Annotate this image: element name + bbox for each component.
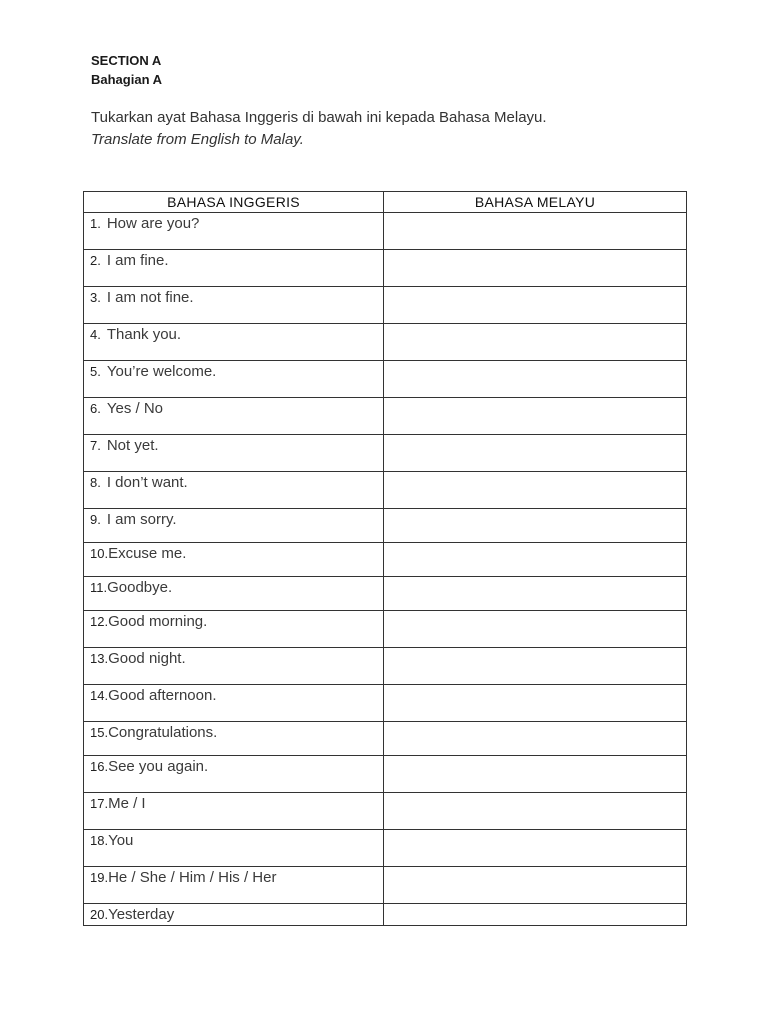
malay-answer-cell bbox=[384, 250, 687, 287]
item-number: 12. bbox=[90, 614, 109, 629]
table-row bbox=[84, 648, 687, 685]
table-row bbox=[84, 722, 687, 756]
english-phrase-cell bbox=[84, 472, 384, 509]
english-phrase-cell bbox=[84, 324, 384, 361]
table-row bbox=[84, 398, 687, 435]
malay-answer-cell bbox=[384, 213, 687, 250]
english-phrase-cell bbox=[84, 867, 384, 904]
item-number: 6. bbox=[90, 401, 101, 416]
malay-answer-cell bbox=[384, 361, 687, 398]
table-row bbox=[84, 435, 687, 472]
item-number: 13. bbox=[90, 651, 109, 666]
table-row bbox=[84, 543, 687, 577]
item-number: 17. bbox=[90, 796, 109, 811]
header-malay: BAHASA MELAYU bbox=[384, 192, 687, 213]
english-phrase: How are you? bbox=[106, 215, 200, 232]
english-phrase: You bbox=[108, 832, 134, 849]
table-row bbox=[84, 830, 687, 867]
item-number: 4. bbox=[90, 327, 101, 342]
item-number: 16. bbox=[90, 759, 109, 774]
english-phrase: He / She / Him / His / Her bbox=[108, 869, 277, 886]
english-phrase: Goodbye. bbox=[107, 579, 173, 596]
malay-answer-cell bbox=[384, 577, 687, 611]
malay-answer-cell bbox=[384, 287, 687, 324]
english-phrase: Thank you. bbox=[106, 326, 182, 343]
table-row bbox=[84, 361, 687, 398]
item-number: 10. bbox=[90, 546, 109, 561]
malay-answer-cell bbox=[384, 611, 687, 648]
english-phrase-cell bbox=[84, 250, 384, 287]
english-phrase: I am fine. bbox=[106, 252, 169, 269]
english-phrase: Congratulations. bbox=[108, 724, 218, 741]
table-row bbox=[84, 472, 687, 509]
table-row bbox=[84, 287, 687, 324]
english-phrase: I am sorry. bbox=[106, 511, 177, 528]
table-row bbox=[84, 213, 687, 250]
english-phrase-cell bbox=[84, 398, 384, 435]
english-phrase: Yesterday bbox=[108, 906, 175, 923]
section-title: SECTION A bbox=[91, 53, 162, 68]
table-row bbox=[84, 756, 687, 793]
english-phrase-cell bbox=[84, 756, 384, 793]
table-row bbox=[84, 324, 687, 361]
translation-table bbox=[83, 191, 687, 926]
malay-answer-cell bbox=[384, 867, 687, 904]
english-phrase-cell bbox=[84, 509, 384, 543]
item-number: 5. bbox=[90, 364, 101, 379]
malay-answer-cell bbox=[384, 543, 687, 577]
item-number: 9. bbox=[90, 512, 101, 527]
malay-answer-cell bbox=[384, 756, 687, 793]
malay-answer-cell bbox=[384, 722, 687, 756]
english-phrase: I don’t want. bbox=[106, 474, 188, 491]
malay-answer-cell bbox=[384, 830, 687, 867]
english-phrase: Excuse me. bbox=[108, 545, 187, 562]
malay-answer-cell bbox=[384, 509, 687, 543]
malay-answer-cell bbox=[384, 435, 687, 472]
english-phrase-cell bbox=[84, 361, 384, 398]
english-phrase: Good night. bbox=[108, 650, 186, 667]
table-row bbox=[84, 867, 687, 904]
malay-answer-cell bbox=[384, 324, 687, 361]
instruction-english: Translate from English to Malay. bbox=[91, 131, 304, 148]
english-phrase-cell bbox=[84, 435, 384, 472]
item-number: 15. bbox=[90, 725, 109, 740]
english-phrase-cell bbox=[84, 722, 384, 756]
item-number: 1. bbox=[90, 216, 101, 231]
english-phrase-cell bbox=[84, 793, 384, 830]
item-number: 8. bbox=[90, 475, 101, 490]
item-number: 7. bbox=[90, 438, 101, 453]
english-phrase: Yes / No bbox=[106, 400, 163, 417]
item-number: 18. bbox=[90, 833, 109, 848]
item-number: 11. bbox=[90, 580, 108, 595]
english-phrase-cell bbox=[84, 543, 384, 577]
english-phrase: Good morning. bbox=[108, 613, 208, 630]
table-row bbox=[84, 793, 687, 830]
table-row bbox=[84, 685, 687, 722]
malay-answer-cell bbox=[384, 398, 687, 435]
table-header-row bbox=[84, 192, 687, 213]
item-number: 20. bbox=[90, 907, 109, 922]
english-phrase: See you again. bbox=[108, 758, 209, 775]
table-row bbox=[84, 250, 687, 287]
section-subtitle: Bahagian A bbox=[91, 72, 163, 87]
english-phrase-cell bbox=[84, 685, 384, 722]
english-phrase-cell bbox=[84, 577, 384, 611]
table-row bbox=[84, 577, 687, 611]
table-row bbox=[84, 611, 687, 648]
english-phrase-cell bbox=[84, 830, 384, 867]
malay-answer-cell bbox=[384, 648, 687, 685]
table-row bbox=[84, 904, 687, 926]
english-phrase: Not yet. bbox=[106, 437, 159, 454]
item-number: 14. bbox=[90, 688, 109, 703]
malay-answer-cell bbox=[384, 793, 687, 830]
header-english: BAHASA INGGERIS bbox=[84, 192, 384, 213]
english-phrase: Good afternoon. bbox=[108, 687, 217, 704]
english-phrase-cell bbox=[84, 648, 384, 685]
item-number: 3. bbox=[90, 290, 101, 305]
english-phrase-cell bbox=[84, 287, 384, 324]
english-phrase-cell bbox=[84, 213, 384, 250]
english-phrase: Me / I bbox=[108, 795, 146, 812]
table-body bbox=[84, 213, 687, 926]
english-phrase: You’re welcome. bbox=[106, 363, 217, 380]
english-phrase-cell bbox=[84, 904, 384, 926]
malay-answer-cell bbox=[384, 904, 687, 926]
item-number: 2. bbox=[90, 253, 101, 268]
instruction-malay: Tukarkan ayat Bahasa Inggeris di bawah ini kepada Bahasa Melayu. bbox=[91, 109, 547, 126]
english-phrase-cell bbox=[84, 611, 384, 648]
item-number: 19. bbox=[90, 870, 109, 885]
table-row bbox=[84, 509, 687, 543]
malay-answer-cell bbox=[384, 685, 687, 722]
english-phrase: I am not fine. bbox=[106, 289, 194, 306]
malay-answer-cell bbox=[384, 472, 687, 509]
